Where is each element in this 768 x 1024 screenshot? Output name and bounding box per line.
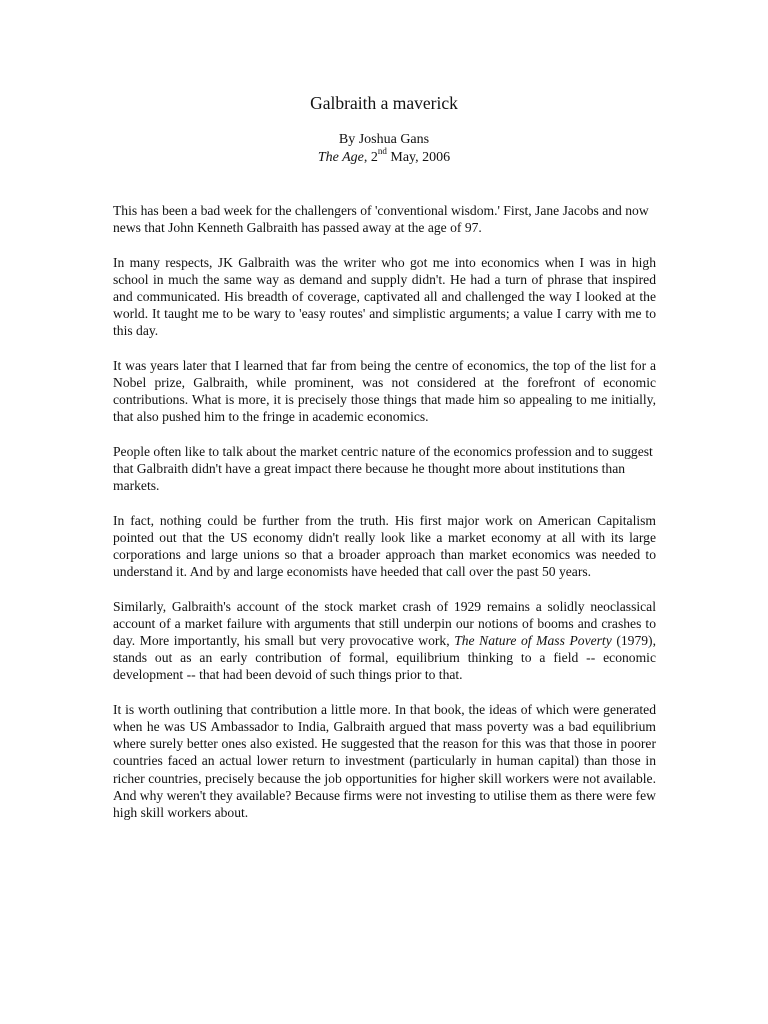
paragraph (113, 598, 656, 684)
paragraph: In fact, nothing could be further from the truth. His first major work on American Capitalism pointed out that the US economy didn't really look like a market economy at all with its large corporations and large unions so that a broader approach than market economics was needed to understand it. And by and large economists have heeded that call over the past 50 years. (113, 512, 656, 580)
byline (0, 131, 768, 167)
paragraph: It was years later that I learned that far from being the centre of economics, the top of the list for a Nobel prize, Galbraith, while prominent, was not considered at the forefront of economic contributions. What is more, it is precisely those things that made him so appealing to me initially, that also pushed him to the fringe in academic economics. (113, 357, 656, 425)
paragraph: In many respects, JK Galbraith was the writer who got me into economics when I was in high school in much the same way as demand and supply didn't. He had a turn of phrase that inspired and communicated. His breadth of coverage, captivated all and challenged the way I looked at the world. It taught me to be wary to 'easy routes' and simplistic arguments; a value I carry with me to this day. (113, 254, 656, 339)
book-title: The Nature of Mass Poverty (454, 633, 612, 648)
author-line: By Joshua Gans (338, 132, 430, 147)
paragraph: It is worth outlining that contribution a little more. In that book, the ideas of which were generated when he was US Ambassador to India, Galbraith argued that mass poverty was a bad equilibrium where surely better ones also existed. He suggested that the reason for this was that those in poorer countries faced an actual lower return to investment (particularly in human capital) than those in richer countries, precisely because the job opportunities for higher skill workers were not available. And why weren't they available? Because firms were not investing to utilise them as there were few high skill workers about. (113, 701, 656, 821)
date-suffix: nd (377, 146, 387, 157)
paragraph: This has been a bad week for the challengers of 'conventional wisdom.' First, Jane Jacobs and now news that John Kenneth Galbraith has passed away at the age of 97. (113, 203, 649, 236)
date-day: 2 (370, 150, 378, 165)
paragraph-text: (1979), stands out as an early contribution of formal, equilibrium thinking to a field -- economic development -- that had been devoid of such things prior to that. (113, 633, 656, 683)
date-rest: May, 2006 (386, 150, 451, 165)
publication-line: The Age, 2nd May, 2006 (317, 146, 451, 165)
document-title: Galbraith a maverick (310, 93, 458, 113)
publication-name: The Age (317, 150, 364, 165)
paragraph: People often like to talk about the market centric nature of the economics profession and to suggest that Galbraith didn't have a great impact there because he thought more about institutions than markets. (113, 443, 653, 494)
paragraph-text: Similarly, Galbraith's account of the stock market crash of 1929 remains a solidly neoclassical account of a market failure with arguments that still underpin our notions of booms and crashes to day. More importantly, his small but very provocative work, (113, 598, 656, 648)
article-body (113, 202, 656, 838)
